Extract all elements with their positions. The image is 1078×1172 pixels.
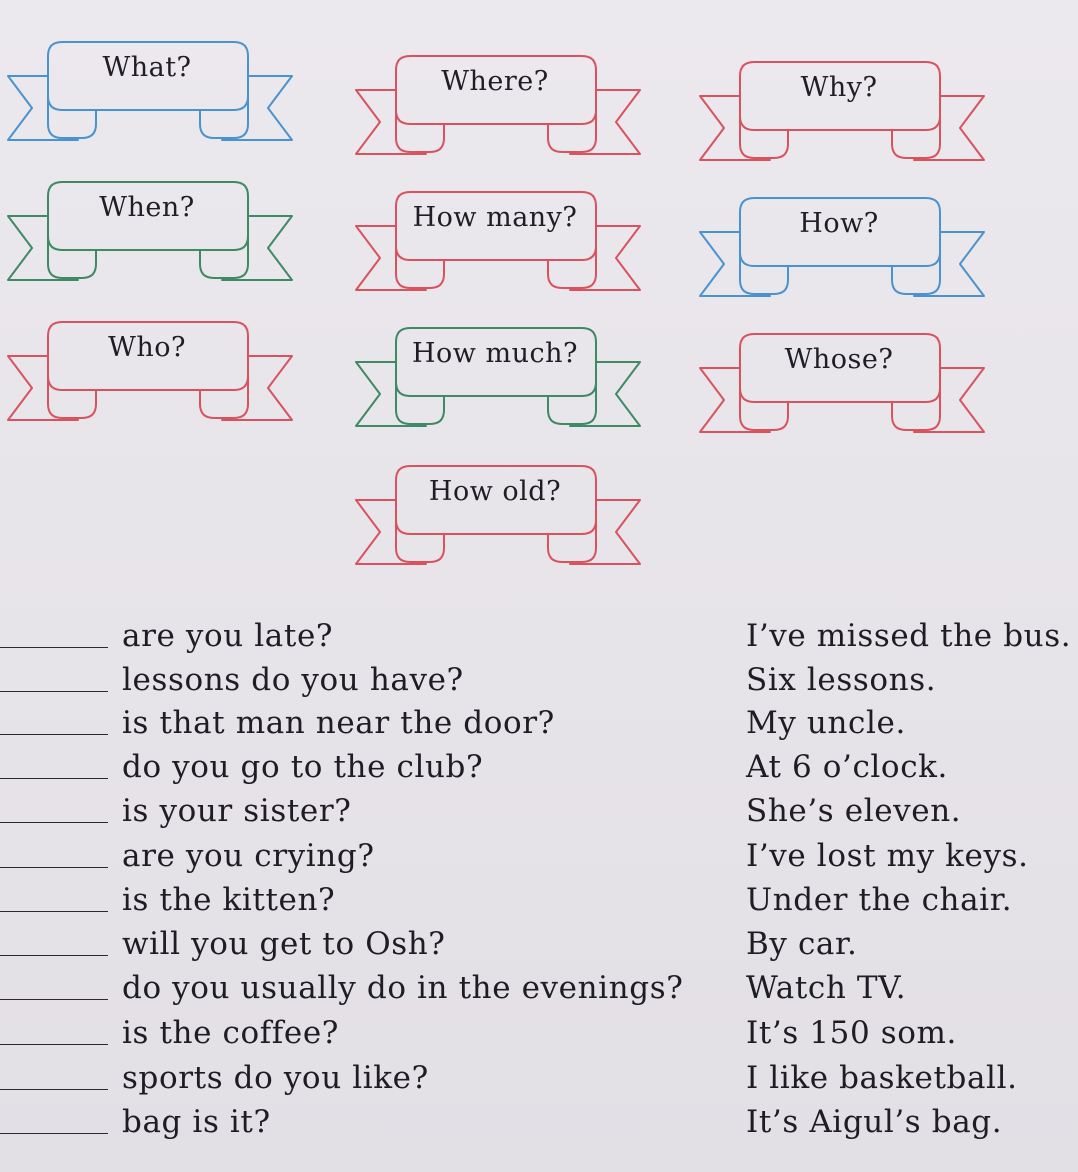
answer-text: I’ve lost my keys. (746, 838, 1029, 874)
banner-label: Why? (800, 72, 878, 103)
banner-why (694, 58, 994, 178)
ribbon-outline (548, 110, 596, 152)
ribbon-outline (570, 362, 640, 426)
banner-when (2, 178, 302, 298)
question-text: do you usually do in the evenings? (122, 970, 684, 1006)
ribbon-outline (740, 252, 788, 294)
exercise-row (0, 836, 1078, 880)
answer-text: It’s Aigul’s bag. (746, 1104, 1003, 1140)
question-text: is your sister? (122, 793, 352, 829)
ribbon-outline (356, 362, 426, 426)
answer-blank[interactable] (0, 822, 108, 823)
banner-label: How many? (412, 202, 578, 233)
exercise-row (0, 616, 1078, 660)
answer-blank[interactable] (0, 778, 108, 779)
answer-blank[interactable] (0, 999, 108, 1000)
banner-label: What? (102, 52, 192, 83)
ribbon-outline (222, 356, 292, 420)
ribbon-outline (892, 116, 940, 158)
ribbon-outline (8, 76, 78, 140)
ribbon-outline (48, 236, 96, 278)
exercise-row (0, 968, 1078, 1012)
ribbon-outline (222, 76, 292, 140)
ribbon-outline (740, 116, 788, 158)
question-text: is the coffee? (122, 1015, 339, 1051)
ribbon-outline (396, 382, 444, 424)
question-text: is that man near the door? (122, 705, 555, 741)
answer-blank[interactable] (0, 647, 108, 648)
banner-where (350, 52, 650, 172)
ribbon-outline (700, 232, 770, 296)
exercise-row (0, 880, 1078, 924)
banner-label: How? (799, 208, 879, 239)
answer-text: She’s eleven. (746, 793, 962, 829)
ribbon-outline (396, 246, 444, 288)
ribbon-outline (740, 388, 788, 430)
ribbon-outline (914, 368, 984, 432)
ribbon-outline (892, 252, 940, 294)
ribbon-outline (356, 500, 426, 564)
question-text: are you late? (122, 618, 334, 654)
ribbon-outline (548, 382, 596, 424)
answer-text: My uncle. (746, 705, 906, 741)
banner-label: How much? (412, 338, 578, 369)
exercise-row (0, 747, 1078, 791)
banner-how-much (350, 324, 650, 444)
answer-text: Six lessons. (746, 662, 937, 698)
answer-blank[interactable] (0, 734, 108, 735)
banner-how-many (350, 188, 650, 308)
answer-text: Watch TV. (746, 970, 907, 1006)
answer-blank[interactable] (0, 955, 108, 956)
exercise-row (0, 1058, 1078, 1102)
banner-what (2, 38, 302, 158)
question-text: is the kitten? (122, 882, 336, 918)
ribbon-outline (570, 90, 640, 154)
exercise-row (0, 1013, 1078, 1057)
ribbon-outline (396, 110, 444, 152)
question-text: do you go to the club? (122, 749, 484, 785)
ribbon-outline (200, 376, 248, 418)
ribbon-outline (700, 368, 770, 432)
question-text: sports do you like? (122, 1060, 429, 1096)
answer-blank[interactable] (0, 1089, 108, 1090)
ribbon-outline (356, 90, 426, 154)
ribbon-outline (396, 520, 444, 562)
exercise-row (0, 791, 1078, 835)
banner-how-old (350, 462, 650, 582)
exercise-row (0, 924, 1078, 968)
banner-how (694, 194, 994, 314)
ribbon-outline (914, 96, 984, 160)
exercise-row (0, 660, 1078, 704)
answer-text: At 6 o’clock. (746, 749, 948, 785)
ribbon-outline (548, 246, 596, 288)
question-text: are you crying? (122, 838, 375, 874)
answer-text: It’s 150 som. (746, 1015, 957, 1051)
answer-blank[interactable] (0, 1044, 108, 1045)
ribbon-outline (914, 232, 984, 296)
banner-label: Whose? (784, 344, 894, 375)
answer-blank[interactable] (0, 867, 108, 868)
banner-label: Who? (108, 332, 186, 363)
ribbon-outline (570, 500, 640, 564)
banner-label: Where? (441, 66, 549, 97)
answer-blank[interactable] (0, 1133, 108, 1134)
question-text: lessons do you have? (122, 662, 464, 698)
banner-whose (694, 330, 994, 450)
ribbon-outline (200, 96, 248, 138)
banner-label: How old? (428, 476, 562, 507)
question-text: will you get to Osh? (122, 926, 446, 962)
answer-text: I like basketball. (746, 1060, 1018, 1096)
exercise-row (0, 1102, 1078, 1146)
ribbon-outline (356, 226, 426, 290)
ribbon-outline (548, 520, 596, 562)
answer-blank[interactable] (0, 691, 108, 692)
ribbon-outline (48, 96, 96, 138)
ribbon-outline (570, 226, 640, 290)
ribbon-outline (222, 216, 292, 280)
exercise-list (0, 610, 1078, 1150)
answer-text: By car. (746, 926, 858, 962)
exercise-row (0, 703, 1078, 747)
answer-blank[interactable] (0, 911, 108, 912)
ribbon-outline (892, 388, 940, 430)
answer-text: I’ve missed the bus. (746, 618, 1072, 654)
ribbon-outline (8, 216, 78, 280)
ribbon-outline (48, 376, 96, 418)
banner-label: When? (99, 192, 195, 223)
ribbon-outline (700, 96, 770, 160)
banner-who (2, 318, 302, 438)
ribbon-outline (8, 356, 78, 420)
ribbon-outline (200, 236, 248, 278)
answer-text: Under the chair. (746, 882, 1013, 918)
question-text: bag is it? (122, 1104, 271, 1140)
